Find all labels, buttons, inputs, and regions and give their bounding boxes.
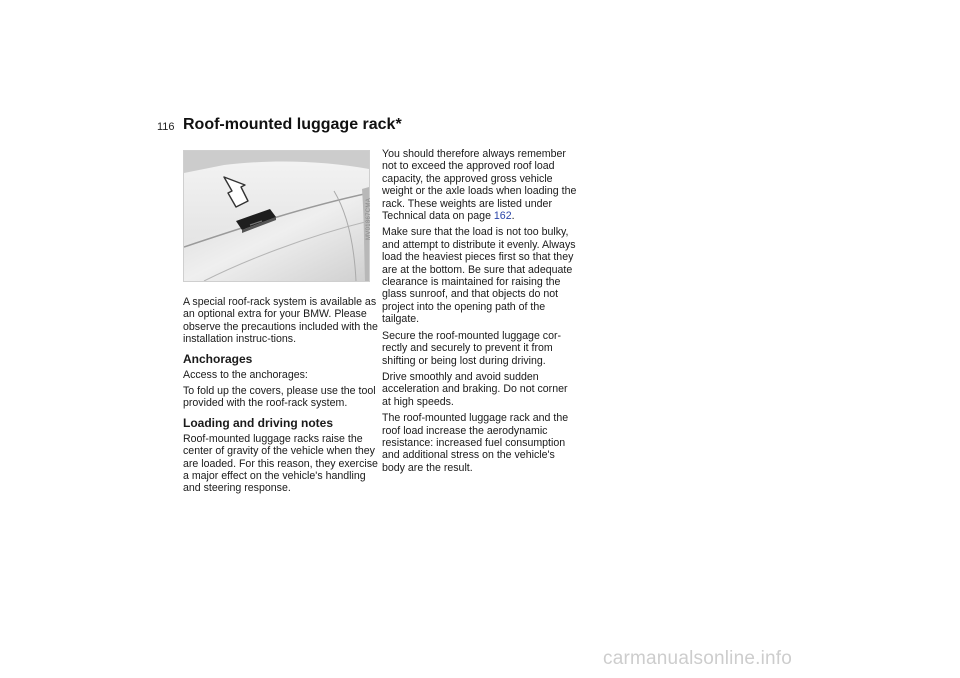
intro-paragraph: A special roof-rack system is available as an optional extra for your BMW. Please observe the precautions included with the installation instruc-tions.: [183, 296, 378, 346]
loading-heading: Loading and driving notes: [183, 415, 333, 430]
secure-load-paragraph: Secure the roof-mounted luggage cor-rectly and securely to prevent it from shifting or being lost during driving.: [382, 329, 562, 367]
load-capacity-text: You should therefore always remember not to exceed the approved roof load capacity, the approved gross vehicle weight or the axle loads when loading the rack. These weights are listed under Technical data on page: [382, 148, 577, 223]
left-column: [183, 296, 378, 499]
right-column: [382, 148, 578, 478]
load-capacity-end: .: [511, 210, 515, 223]
anchorages-paragraph-2: To fold up the covers, please use the tool provided with the roof-rack system.: [183, 385, 376, 410]
anchorages-paragraph-1: Access to the anchorages:: [183, 368, 308, 381]
page-reference-link[interactable]: 162: [493, 210, 512, 223]
page-number: 116: [157, 121, 175, 133]
figure-code: MV01867CMA: [366, 197, 372, 240]
driving-paragraph: Drive smoothly and avoid sudden acceleration and braking. Do not corner at high speeds.: [382, 370, 568, 408]
watermark: carmanualsonline.info: [603, 648, 793, 669]
page-title: Roof-mounted luggage rack*: [183, 116, 402, 133]
anchorages-heading: Anchorages: [183, 351, 253, 366]
aerodynamic-paragraph: The roof-mounted luggage rack and the roof load increase the aerodynamic resistance: increased fuel consumption and additional stress on the vehicle's body are the result.: [382, 412, 569, 474]
roof-anchorage-figure: [183, 150, 370, 282]
load-distribution-paragraph: Make sure that the load is not too bulky, and attempt to distribute it evenly. Always load the heaviest pieces first so that they are at the bottom. Be sure that adequate clearance is maintained for raising the glass sunroof, and that objects do not project into the opening path of the tailgate.: [382, 226, 576, 326]
load-capacity-paragraph: [382, 148, 578, 222]
roof-anchorage-illustration: [184, 151, 369, 281]
loading-paragraph-1: Roof-mounted luggage racks raise the center of gravity of the vehicle when they are loaded. For this reason, they exercise a major effect on the vehicle's handling and steering response.: [183, 432, 378, 495]
